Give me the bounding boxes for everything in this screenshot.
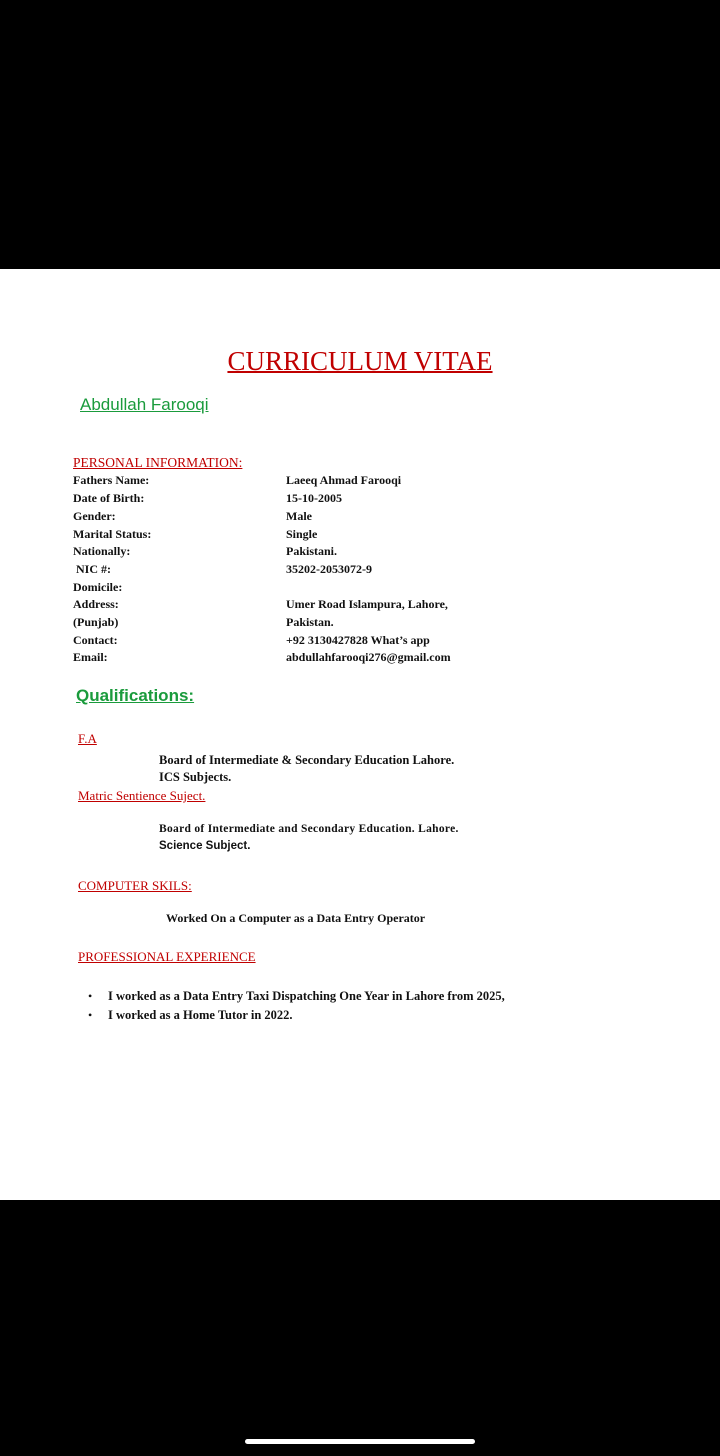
value-address: Umer Road Islampura, Lahore, (286, 597, 448, 611)
experience-item-2: I worked as a Home Tutor in 2022. (108, 1008, 293, 1022)
label-address: Address: (73, 597, 119, 611)
label-email: Email: (73, 650, 108, 664)
personal-info-heading: PERSONAL INFORMATION: (73, 455, 243, 470)
value-date-of-birth: 15-10-2005 (286, 491, 342, 505)
label-gender: Gender: (73, 509, 116, 523)
value-address-country: Pakistan. (286, 615, 334, 629)
computer-skills-text: Worked On a Computer as a Data Entry Operator (166, 911, 426, 925)
value-email: abdullahfarooqi276@gmail.com (286, 650, 451, 664)
experience-heading: PROFESSIONAL EXPERIENCE (78, 949, 256, 964)
label-nationally: Nationally: (73, 544, 131, 558)
value-contact: +92 3130427828 What’s app (286, 633, 430, 647)
label-marital-status: Marital Status: (73, 527, 152, 541)
label-contact: Contact: (73, 633, 118, 647)
value-nic: 35202-2053072-9 (286, 562, 372, 576)
qualification-fa-label: F.A (78, 731, 97, 746)
label-domicile: Domicile: (73, 580, 123, 594)
qualification-matric-subject: Science Subject. (159, 840, 251, 852)
qualification-matric-board: Board of Intermediate and Secondary Education. Lahore. (159, 823, 459, 835)
label-nic: NIC #: (76, 562, 111, 576)
value-nationality: Pakistani. (286, 544, 338, 558)
label-date-of-birth: Date of Birth: (73, 491, 145, 505)
qualification-matric-label: Matric Sentience Suject. (78, 788, 206, 803)
label-fathers-name: Fathers Name: (73, 473, 150, 487)
experience-item-1: I worked as a Data Entry Taxi Dispatching One Year in Lahore from 2025, (108, 989, 505, 1003)
bullet-icon: • (88, 1008, 93, 1022)
qualification-fa-subjects: ICS Subjects. (159, 770, 232, 784)
document-page (0, 269, 720, 1200)
computer-skills-heading: COMPUTER SKILS: (78, 878, 192, 893)
label-punjab: (Punjab) (73, 615, 119, 629)
home-indicator[interactable] (245, 1439, 475, 1444)
value-marital-status: Single (286, 527, 318, 541)
value-gender: Male (286, 509, 312, 523)
candidate-name: Abdullah Farooqi (80, 395, 209, 414)
qualifications-heading: Qualifications: (76, 686, 195, 705)
document-title: CURRICULUM VITAE (227, 346, 493, 376)
value-fathers-name: Laeeq Ahmad Farooqi (286, 473, 402, 487)
bullet-icon: • (88, 989, 93, 1003)
qualification-fa-board: Board of Intermediate & Secondary Education Lahore. (159, 753, 455, 767)
